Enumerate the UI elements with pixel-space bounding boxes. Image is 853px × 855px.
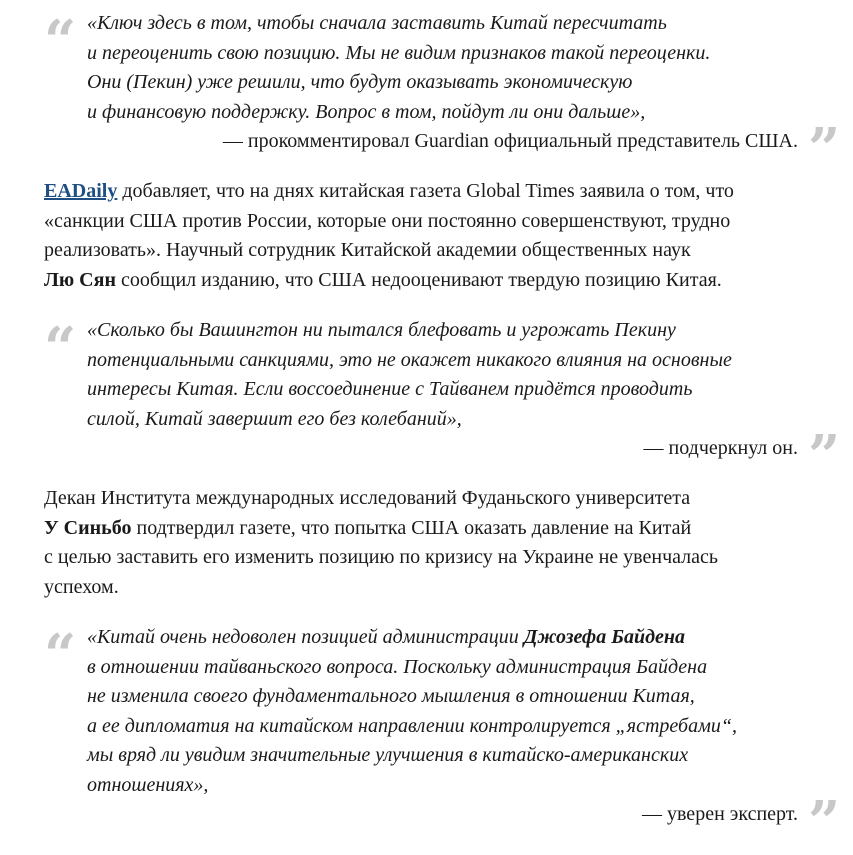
blockquote-2	[0, 315, 853, 489]
quote-3-line-1	[87, 623, 813, 653]
open-quote-icon: “	[44, 622, 77, 688]
open-quote-icon: “	[44, 315, 77, 381]
paragraph-1-line-3: реализовать». Научный сотрудник Китайской академии общественных наук	[44, 239, 691, 261]
quote-2-line-3: интересы Китая. Если воссоединение с Тайванем придётся проводить	[87, 378, 693, 400]
quote-3-line-6: отношениях»,	[87, 773, 209, 796]
paragraph-2-line-2-text: подтвердил газете, что попытка США оказать давление на Китай	[131, 516, 692, 539]
quote-2-line-4: силой, Китай завершит его без колебаний»,	[87, 407, 462, 430]
paragraph-1-line-2: «санкции США против России, которые они постоянно совершенствуют, трудно	[44, 209, 731, 232]
open-quote-icon: “	[44, 8, 77, 74]
close-quote-icon: ”	[808, 789, 841, 855]
paragraph-2-line-2	[44, 514, 718, 544]
source-link-eadaily[interactable]: EADaily	[44, 180, 118, 202]
quote-1-line-3: Они (Пекин) уже решили, что будут оказывать экономическую	[87, 71, 633, 93]
paragraph-2-line-4: успехом.	[44, 575, 119, 598]
person-name-wu-xinbo: У Синьбо	[44, 516, 132, 539]
quote-2-line-1: «Сколько бы Вашингтон ни пытался блефовать и угрожать Пекину	[87, 319, 676, 341]
blockquote-1	[0, 8, 853, 182]
paragraph-2	[0, 484, 748, 602]
person-name-liu-xiang: Лю Сян	[44, 268, 116, 291]
close-quote-icon: ”	[808, 423, 841, 489]
blockquote-3	[0, 622, 853, 855]
paragraph-1	[0, 177, 764, 295]
quote-3-line-4: а ее дипломатия на китайском направлении контролируется „ястребами“,	[87, 714, 737, 737]
quote-3-line-3: не изменила своего фундаментального мышления в отношении Китая,	[87, 685, 695, 707]
paragraph-1-line-1	[44, 177, 734, 207]
paragraph-1-line-4-text: сообщил изданию, что США недооценивают твердую позицию Китая.	[115, 268, 722, 291]
quote-3-attribution: — уверен эксперт.	[641, 803, 798, 825]
quote-1-attribution: — прокомментировал Guardian официальный представитель США.	[222, 130, 798, 152]
quote-1-line-4: и финансовую поддержку. Вопрос в том, пойдут ли они дальше»,	[87, 100, 646, 123]
paragraph-1-line-1-text: добавляет, что на днях китайская газета Global Times заявила о том, что	[117, 180, 734, 202]
close-quote-icon: ”	[808, 116, 841, 182]
quote-3-line-2: в отношении тайваньского вопроса. Поскольку администрация Байдена	[87, 655, 708, 678]
paragraph-1-line-4	[44, 266, 734, 296]
quote-1-line-2: и переоценить свою позицию. Мы не видим признаков такой переоценки.	[87, 41, 711, 64]
quote-2-attribution: — подчеркнул он.	[643, 437, 798, 459]
quote-3-line-5: мы вряд ли увидим значительные улучшения в китайско-американских	[87, 744, 689, 766]
paragraph-2-line-3: с целью заставить его изменить позицию по кризису на Украине не увенчалась	[44, 546, 719, 568]
quote-1-line-1: «Ключ здесь в том, чтобы сначала заставить Китай пересчитать	[87, 12, 667, 34]
person-name-joseph-biden: Джозефа Байдена	[523, 626, 685, 648]
paragraph-2-line-1: Декан Института международных исследований Фуданьского университета	[44, 487, 691, 509]
quote-2-line-2: потенциальными санкциями, это не окажет никакого влияния на основные	[87, 348, 732, 371]
quote-3-line-1-text: «Китай очень недоволен позицией администрации	[87, 626, 524, 648]
